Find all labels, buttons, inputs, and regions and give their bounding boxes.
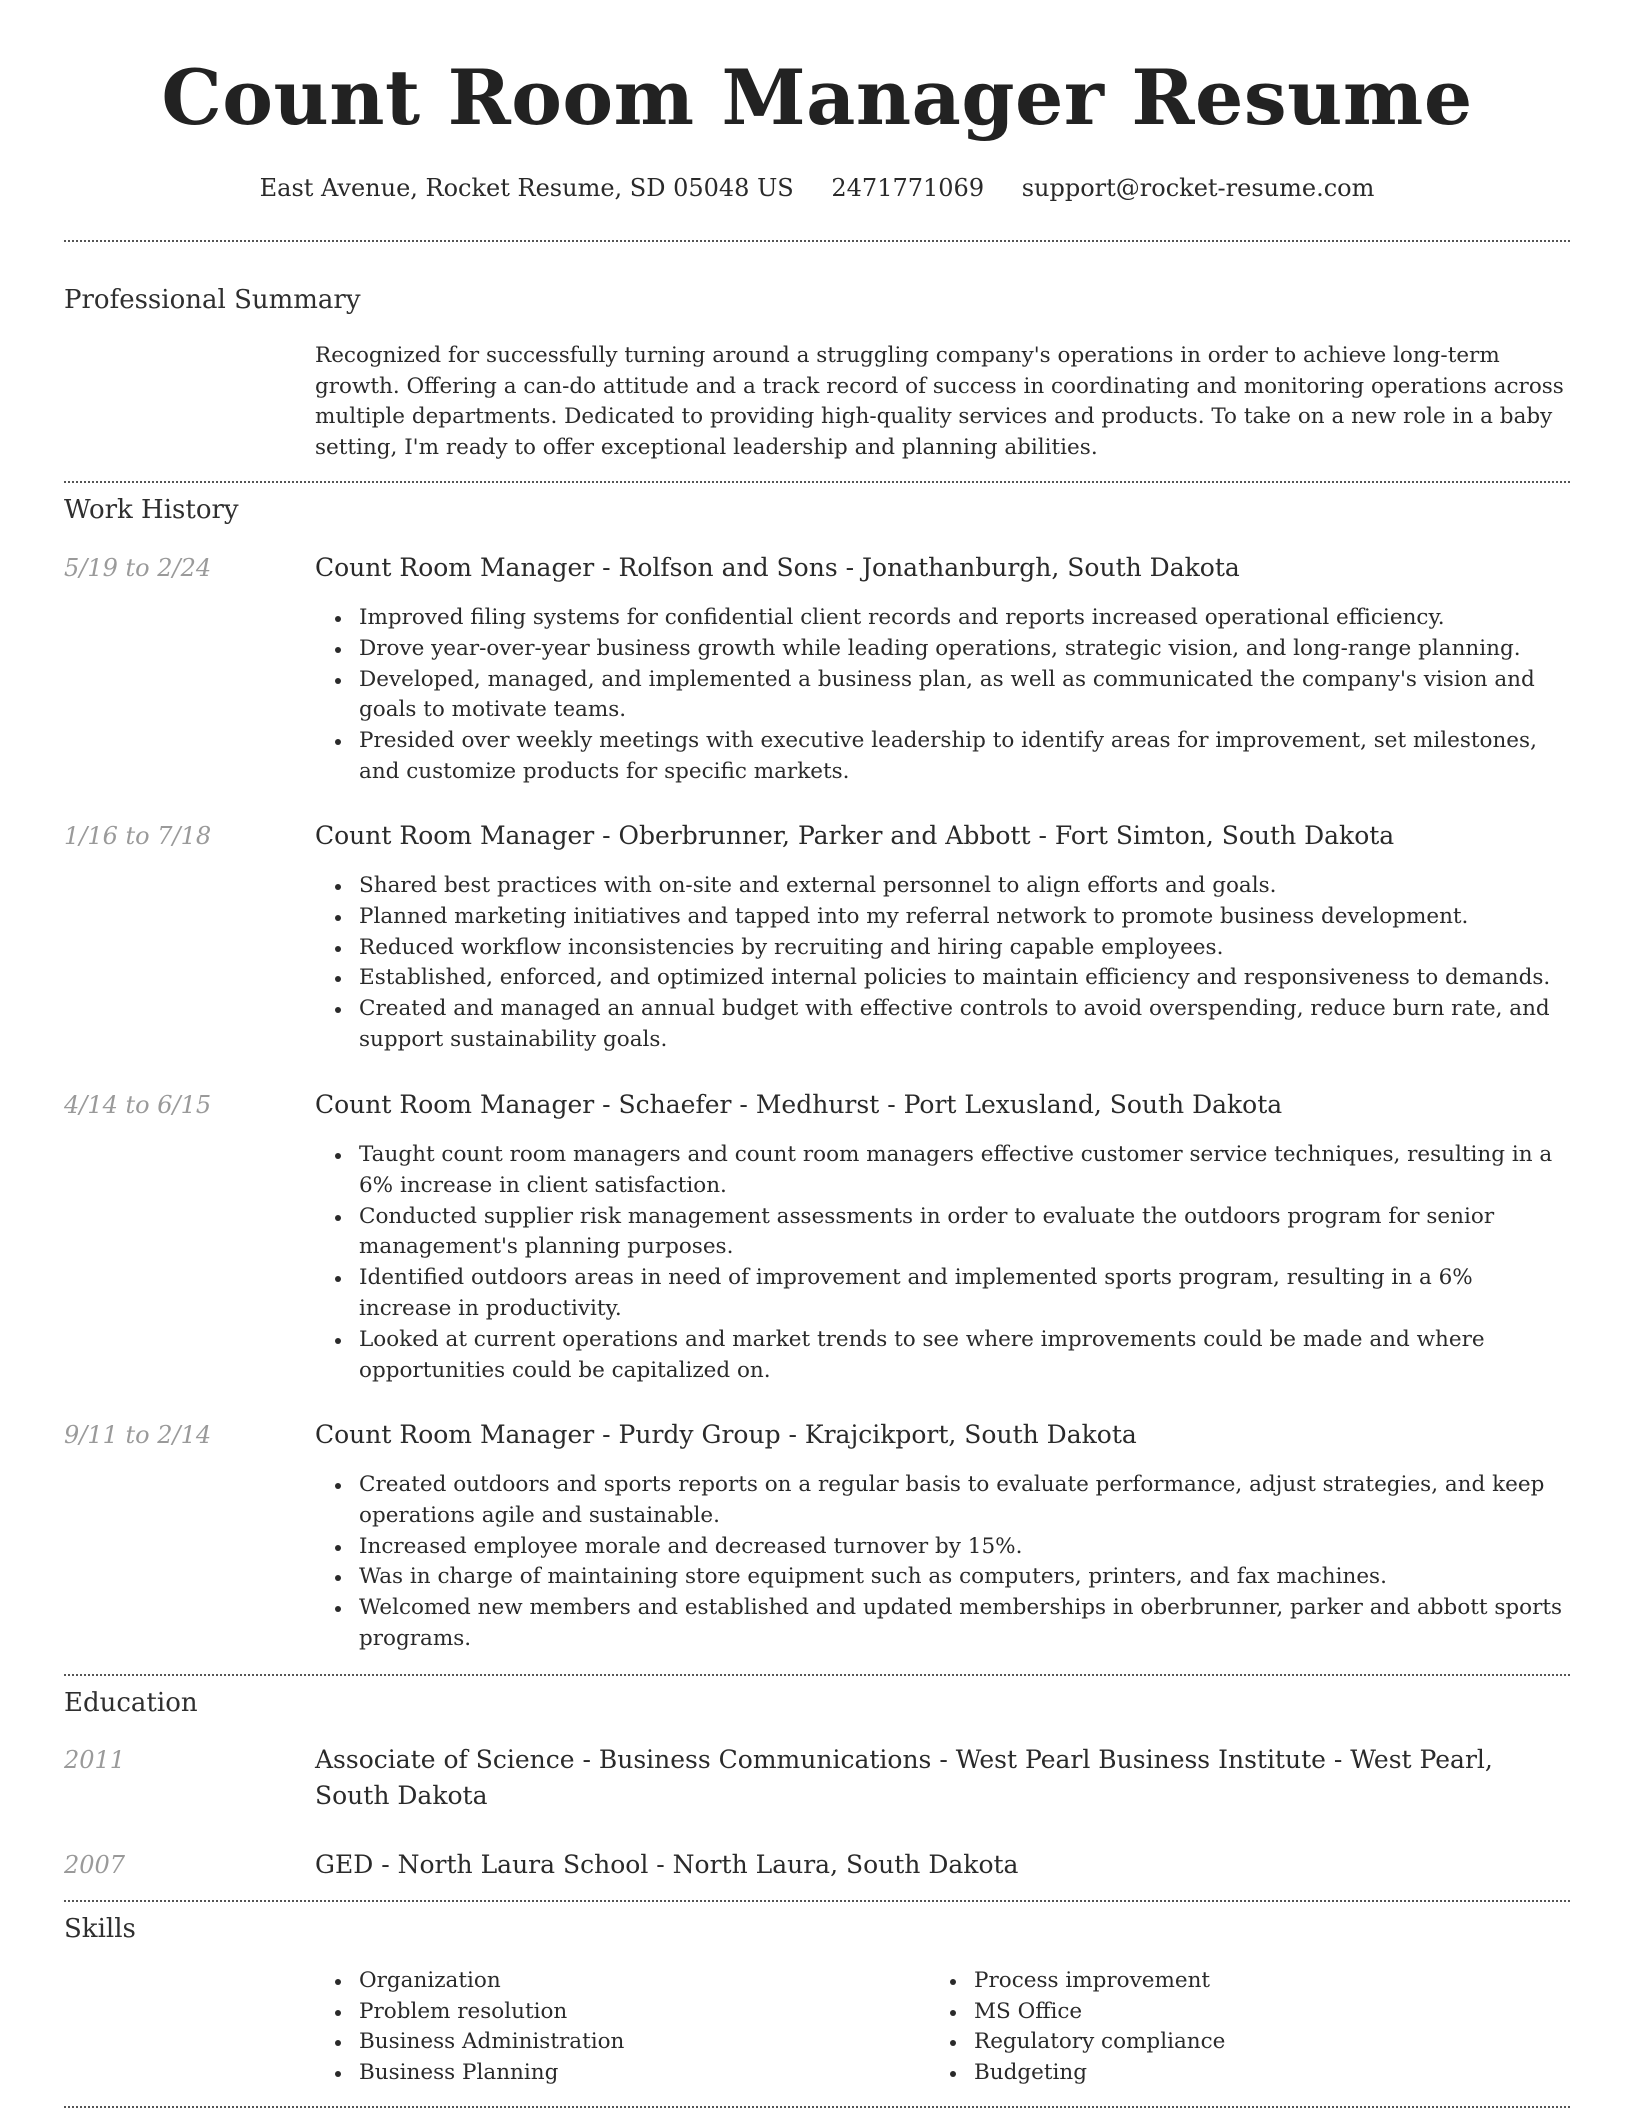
job-bullet: Conducted supplier risk management assessments in order to evaluate the outdoors program for senior management's planning purposes. [359, 1202, 1570, 1264]
skills-list-right [974, 1966, 1225, 2088]
job-bullet: Increased employee morale and decreased turnover by 15%. [359, 1532, 1570, 1563]
divider [64, 1674, 1570, 1676]
job-bullet: Shared best practices with on-site and external personnel to align efforts and goals. [359, 871, 1570, 902]
skill-item: Regulatory compliance [974, 2027, 1225, 2058]
contact-line [64, 170, 1570, 206]
job-bullet: Created outdoors and sports reports on a regular basis to evaluate performance, adjust strategies, and keep operations agile and sustainable. [359, 1470, 1570, 1532]
job-bullet: Developed, managed, and implemented a business plan, as well as communicated the company's vision and goals to motivate teams. [359, 665, 1570, 727]
job-bullets [359, 1470, 1570, 1655]
divider [64, 240, 1570, 242]
job-dates: 1/16 to 7/18 [64, 822, 212, 850]
job-bullet: Planned marketing initiatives and tapped into my referral network to promote business development. [359, 902, 1570, 933]
section-heading-summary: Professional Summary [64, 285, 361, 315]
job-title: Count Room Manager - Purdy Group - Krajcikport, South Dakota [315, 1420, 1137, 1449]
job-bullet: Was in charge of maintaining store equipment such as computers, printers, and fax machines. [359, 1562, 1570, 1593]
skill-item: Problem resolution [359, 1997, 624, 2028]
job-bullet: Established, enforced, and optimized internal policies to maintain efficiency and responsiveness to demands. [359, 963, 1570, 994]
contact-address: East Avenue, Rocket Resume, SD 05048 US [259, 174, 794, 202]
job-bullet: Looked at current operations and market trends to see where improvements could be made and where opportunities could be capitalized on. [359, 1325, 1570, 1387]
divider [64, 2106, 1570, 2108]
education-year: 2011 [64, 1746, 126, 1774]
job-bullet: Welcomed new members and established and updated memberships in oberbrunner, parker and abbott sports programs. [359, 1593, 1570, 1655]
section-heading-education: Education [64, 1688, 198, 1718]
job-bullet: Identified outdoors areas in need of improvement and implemented sports program, resulting in a 6% increase in productivity. [359, 1263, 1570, 1325]
education-entry: GED - North Laura School - North Laura, South Dakota [315, 1850, 1019, 1879]
skill-item: Business Planning [359, 2058, 624, 2089]
divider [64, 1900, 1570, 1902]
resume-page [64, 0, 1570, 2112]
job-dates: 5/19 to 2/24 [64, 554, 212, 582]
contact-email: support@rocket-resume.com [1021, 174, 1375, 202]
divider [64, 481, 1570, 483]
skill-item: Process improvement [974, 1966, 1225, 1997]
section-heading-work-history: Work History [64, 495, 239, 525]
section-heading-skills: Skills [64, 1914, 136, 1944]
job-bullet: Created and managed an annual budget with effective controls to avoid overspending, reduce burn rate, and support sustainability goals. [359, 994, 1570, 1056]
job-title: Count Room Manager - Schaefer - Medhurst - Port Lexusland, South Dakota [315, 1090, 1283, 1119]
job-bullet: Reduced workflow inconsistencies by recruiting and hiring capable employees. [359, 933, 1570, 964]
skill-item: Business Administration [359, 2027, 624, 2058]
resume-title: Count Room Manager Resume [161, 53, 1473, 142]
job-dates: 9/11 to 2/14 [64, 1421, 212, 1449]
job-title: Count Room Manager - Rolfson and Sons - Jonathanburgh, South Dakota [315, 553, 1240, 582]
summary-text: Recognized for successfully turning around a struggling company's operations in order to achieve long-term growth. Offering a can-do attitude and a track record of success in coordinating and monitoring operations across multiple departments. Dedicated to providing high-quality services and products. To take on a new role in a baby setting, I'm ready to offer exceptional leadership and planning abilities. [315, 343, 1564, 460]
skill-item: Budgeting [974, 2058, 1225, 2089]
job-dates: 4/14 to 6/15 [64, 1091, 212, 1119]
contact-phone: 2471771069 [831, 174, 985, 202]
skills-list-left [359, 1966, 624, 2088]
skill-item: Organization [359, 1966, 624, 1997]
job-bullets [359, 871, 1570, 1056]
job-bullet: Taught count room managers and count room managers effective customer service techniques, resulting in a 6% increase in client satisfaction. [359, 1140, 1570, 1202]
skill-item: MS Office [974, 1997, 1225, 2028]
job-bullets [359, 603, 1570, 788]
job-bullet: Improved filing systems for confidential client records and reports increased operational efficiency. [359, 603, 1570, 634]
education-year: 2007 [64, 1851, 126, 1879]
education-entry: Associate of Science - Business Communications - West Pearl Business Institute - West Pearl, South Dakota [315, 1745, 1493, 1810]
job-bullet: Presided over weekly meetings with executive leadership to identify areas for improvement, set milestones, and customize products for specific markets. [359, 726, 1570, 788]
job-bullets [359, 1140, 1570, 1386]
job-title: Count Room Manager - Oberbrunner, Parker and Abbott - Fort Simton, South Dakota [315, 821, 1395, 850]
job-bullet: Drove year-over-year business growth while leading operations, strategic vision, and long-range planning. [359, 634, 1570, 665]
